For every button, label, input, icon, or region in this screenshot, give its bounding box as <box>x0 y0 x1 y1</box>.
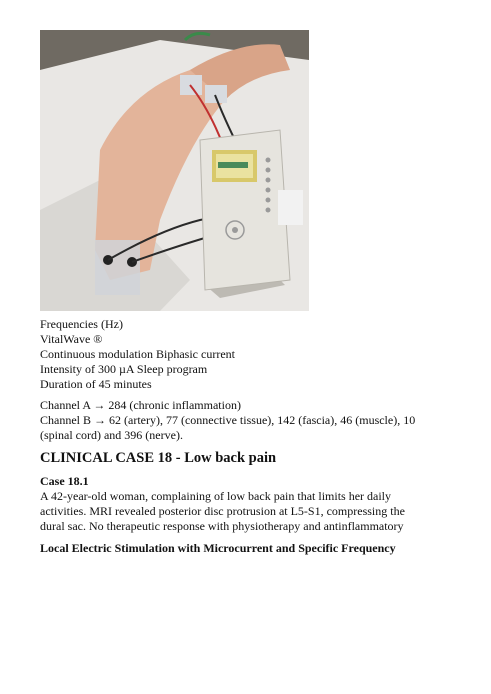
channel-line: (spinal cord) and 396 (nerve). <box>40 428 183 442</box>
case-text-line: dural sac. No therapeutic response with physiotherapy and antinflammatory <box>40 519 404 533</box>
settings-line: Duration of 45 minutes <box>40 377 152 391</box>
channel-line: Channel B → 62 (artery), 77 (connective tissue), 142 (fascia), 46 (muscle), 10 <box>40 413 416 427</box>
case-text-line: A 42-year-old woman, complaining of low back pain that limits her daily <box>40 489 392 503</box>
settings-line: Intensity of 300 µA Sleep program <box>40 362 208 376</box>
settings-line: Frequencies (Hz) <box>40 317 123 331</box>
case-block <box>40 474 455 534</box>
case-title: Case 18.1 <box>40 474 89 488</box>
settings-block <box>40 317 455 392</box>
case-text-line: activities. MRI revealed posterior disc protrusion at L5-S1, compressing the <box>40 504 405 518</box>
clinical-case-heading: CLINICAL CASE 18 - Low back pain <box>40 450 277 466</box>
channel-block <box>40 398 455 443</box>
settings-line: Continuous modulation Biphasic current <box>40 347 235 361</box>
channel-line: Channel A → 284 (chronic inflammation) <box>40 398 241 412</box>
section-heading: Local Electric Stimulation with Microcurrent and Specific Frequency <box>40 541 396 555</box>
therapy-photo <box>40 30 309 311</box>
settings-line: VitalWave ® <box>40 332 103 346</box>
